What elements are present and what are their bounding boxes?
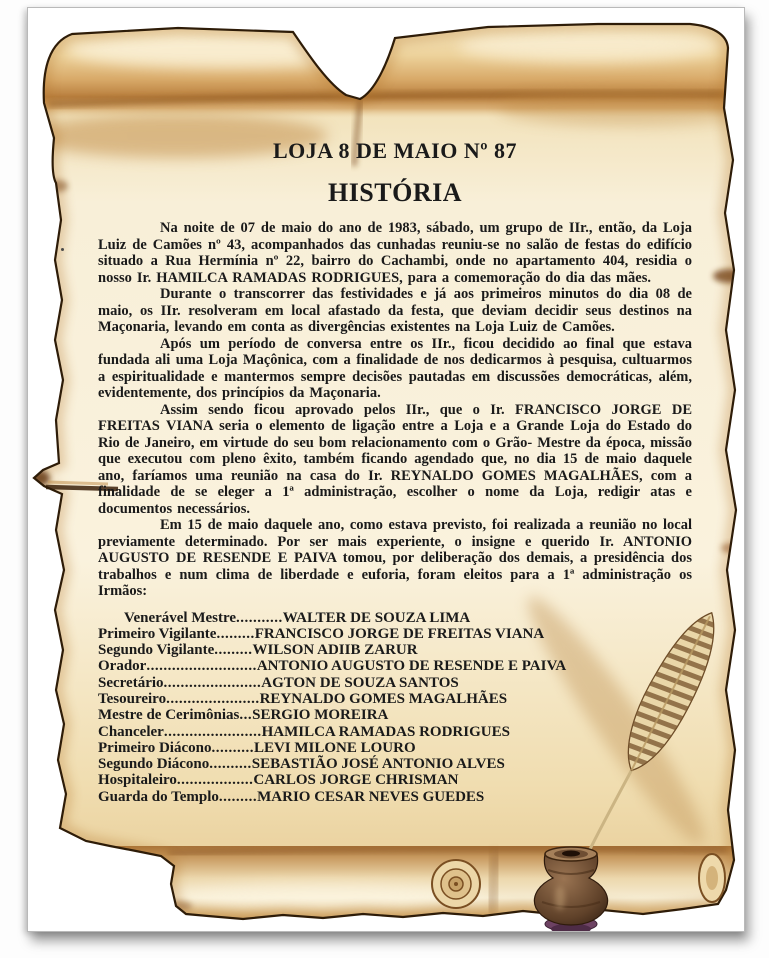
officer-name: WILSON ADIIB ZARUR xyxy=(252,642,418,659)
officer-name: SEBASTIÃO JOSÉ ANTONIO ALVES xyxy=(251,756,505,773)
officer-name: FRANCISCO JORGE DE FREITAS VIANA xyxy=(254,625,545,642)
officer-role: Secretário xyxy=(98,674,164,691)
officer-row xyxy=(98,724,692,740)
officer-name: SERGIO MOREIRA xyxy=(252,707,389,724)
officer-name: AGTON DE SOUZA SANTOS xyxy=(261,674,459,691)
page-title: LOJA 8 DE MAIO Nº 87 xyxy=(273,138,517,163)
document-content xyxy=(98,8,692,805)
paragraph: Durante o transcorrer das festividades e já aos primeiros minutos do dia 08 de maio, os IIr. resolveram em local afastado da festa, que deviam decidir seus destinos na Maçonaria, levando em conta as divergências existentes na Loja Luiz de Camões. xyxy=(98,286,692,335)
leader-dots: .................. xyxy=(176,772,254,789)
paragraph: Em 15 de maio daquele ano, como estava previsto, foi realizada a reunião no local previamente determinado. Por ser mais experiente, o insigne e querido Ir. ANTONIO AUGUSTO DE RESENDE E PAIVA tomou, por deliberação dos demais, a presidência dos trabalhos e num clima de liberdade e euforia, foram eleitos para a 1ª administração os Irmãos: xyxy=(98,517,692,599)
officer-role: Guarda do Templo xyxy=(98,788,219,805)
paragraphs xyxy=(98,220,692,600)
leader-dots: .......... xyxy=(211,739,254,756)
officer-role: Primeiro Diácono xyxy=(98,739,212,756)
scroll-roll-end-icon xyxy=(432,860,480,908)
officer-role: Chanceler xyxy=(98,723,164,740)
scan-speck xyxy=(61,248,64,251)
officer-name: WALTER DE SOUZA LIMA xyxy=(282,609,471,626)
paragraph: Na noite de 07 de maio do ano de 1983, sábado, um grupo de IIr., então, da Loja Luiz de Camões nº 43, acompanhados das cunhadas reuniu-se no salão de festas do edifício situado a Rua Hermínia nº 22, bairro do Cachambi, onde no apartamento 404, residia o nosso Ir. HAMILCA RAMADAS RODRIGUES, para a comemoração do dia das mães. xyxy=(98,220,692,286)
officer-name: LEVI MILONE LOURO xyxy=(253,739,416,756)
officer-role: Hospitaleiro xyxy=(98,772,177,789)
officer-role: Orador xyxy=(98,658,147,675)
leader-dots: ... xyxy=(239,707,253,724)
officer-list xyxy=(98,610,692,806)
officer-row xyxy=(98,626,692,642)
officer-role: Tesoureiro xyxy=(98,690,167,707)
officer-role: Venerável Mestre xyxy=(124,609,237,626)
officer-row xyxy=(98,756,692,772)
leader-dots: ......... xyxy=(218,788,258,805)
framed-document-photo xyxy=(27,7,745,932)
leader-dots: ....................... xyxy=(163,723,262,740)
officer-row xyxy=(98,610,692,626)
officer-row xyxy=(98,707,692,723)
page-subtitle: HISTÓRIA xyxy=(327,178,463,207)
leader-dots: ....................... xyxy=(163,674,262,691)
officer-row xyxy=(98,772,692,788)
leader-dots: ......... xyxy=(214,642,253,659)
officer-role: Segundo Vigilante xyxy=(98,642,215,659)
officer-row xyxy=(98,675,692,691)
scroll-roll-right-cap-icon xyxy=(699,854,725,902)
officer-row xyxy=(98,658,692,674)
paragraph: Assim sendo ficou aprovado pelos IIr., que o Ir. FRANCISCO JORGE DE FREITAS VIANA seria o elemento de ligação entre a Loja e a Grande Loja do Estado do Rio de Janeiro, em virtude do seu bom relacionamento com o Grão- Mestre da época, missão que executou com pleno êxito, também ficando agendado que, no dia 15 de maio daquele ano, faríamos uma reunião na casa do Ir. REYNALDO GOMES MAGALHÃES, com a finalidade de se eleger a 1ª administração, escolher o nome da Loja, redigir atas e documentos necessários. xyxy=(98,401,692,517)
leader-dots: .......... xyxy=(209,756,252,773)
leader-dots: ......... xyxy=(216,625,255,642)
officer-name: HAMILCA RAMADAS RODRIGUES xyxy=(261,723,510,740)
leader-dots: .......................... xyxy=(146,658,257,675)
inkwell-icon xyxy=(534,847,607,931)
leader-dots: ...................... xyxy=(166,690,260,707)
officer-name: CARLOS JORGE CHRISMAN xyxy=(253,772,459,789)
leader-dots: ........... xyxy=(236,609,283,626)
officer-role: Segundo Diácono xyxy=(98,756,210,773)
officer-row xyxy=(98,789,692,805)
officer-row xyxy=(98,691,692,707)
officer-role: Mestre de Cerimônias xyxy=(98,707,240,724)
officer-row xyxy=(98,642,692,658)
officer-name: ANTONIO AUGUSTO DE RESENDE E PAIVA xyxy=(256,658,567,675)
officer-name: REYNALDO GOMES MAGALHÃES xyxy=(259,690,508,707)
paragraph: Após um período de conversa entre os IIr., ficou decidido ao final que estava fundada ali uma Loja Maçônica, com a finalidade de nos dedicarmos à pesquisa, cultuarmos a espiritualidade e mantermos sempre decisões pautadas em discussões democráticas, além, evidentemente, dos princípios da Maçonaria. xyxy=(98,335,692,401)
officer-name: MARIO CESAR NEVES GUEDES xyxy=(257,788,485,805)
officer-row xyxy=(98,740,692,756)
officer-role: Primeiro Vigilante xyxy=(98,625,217,642)
